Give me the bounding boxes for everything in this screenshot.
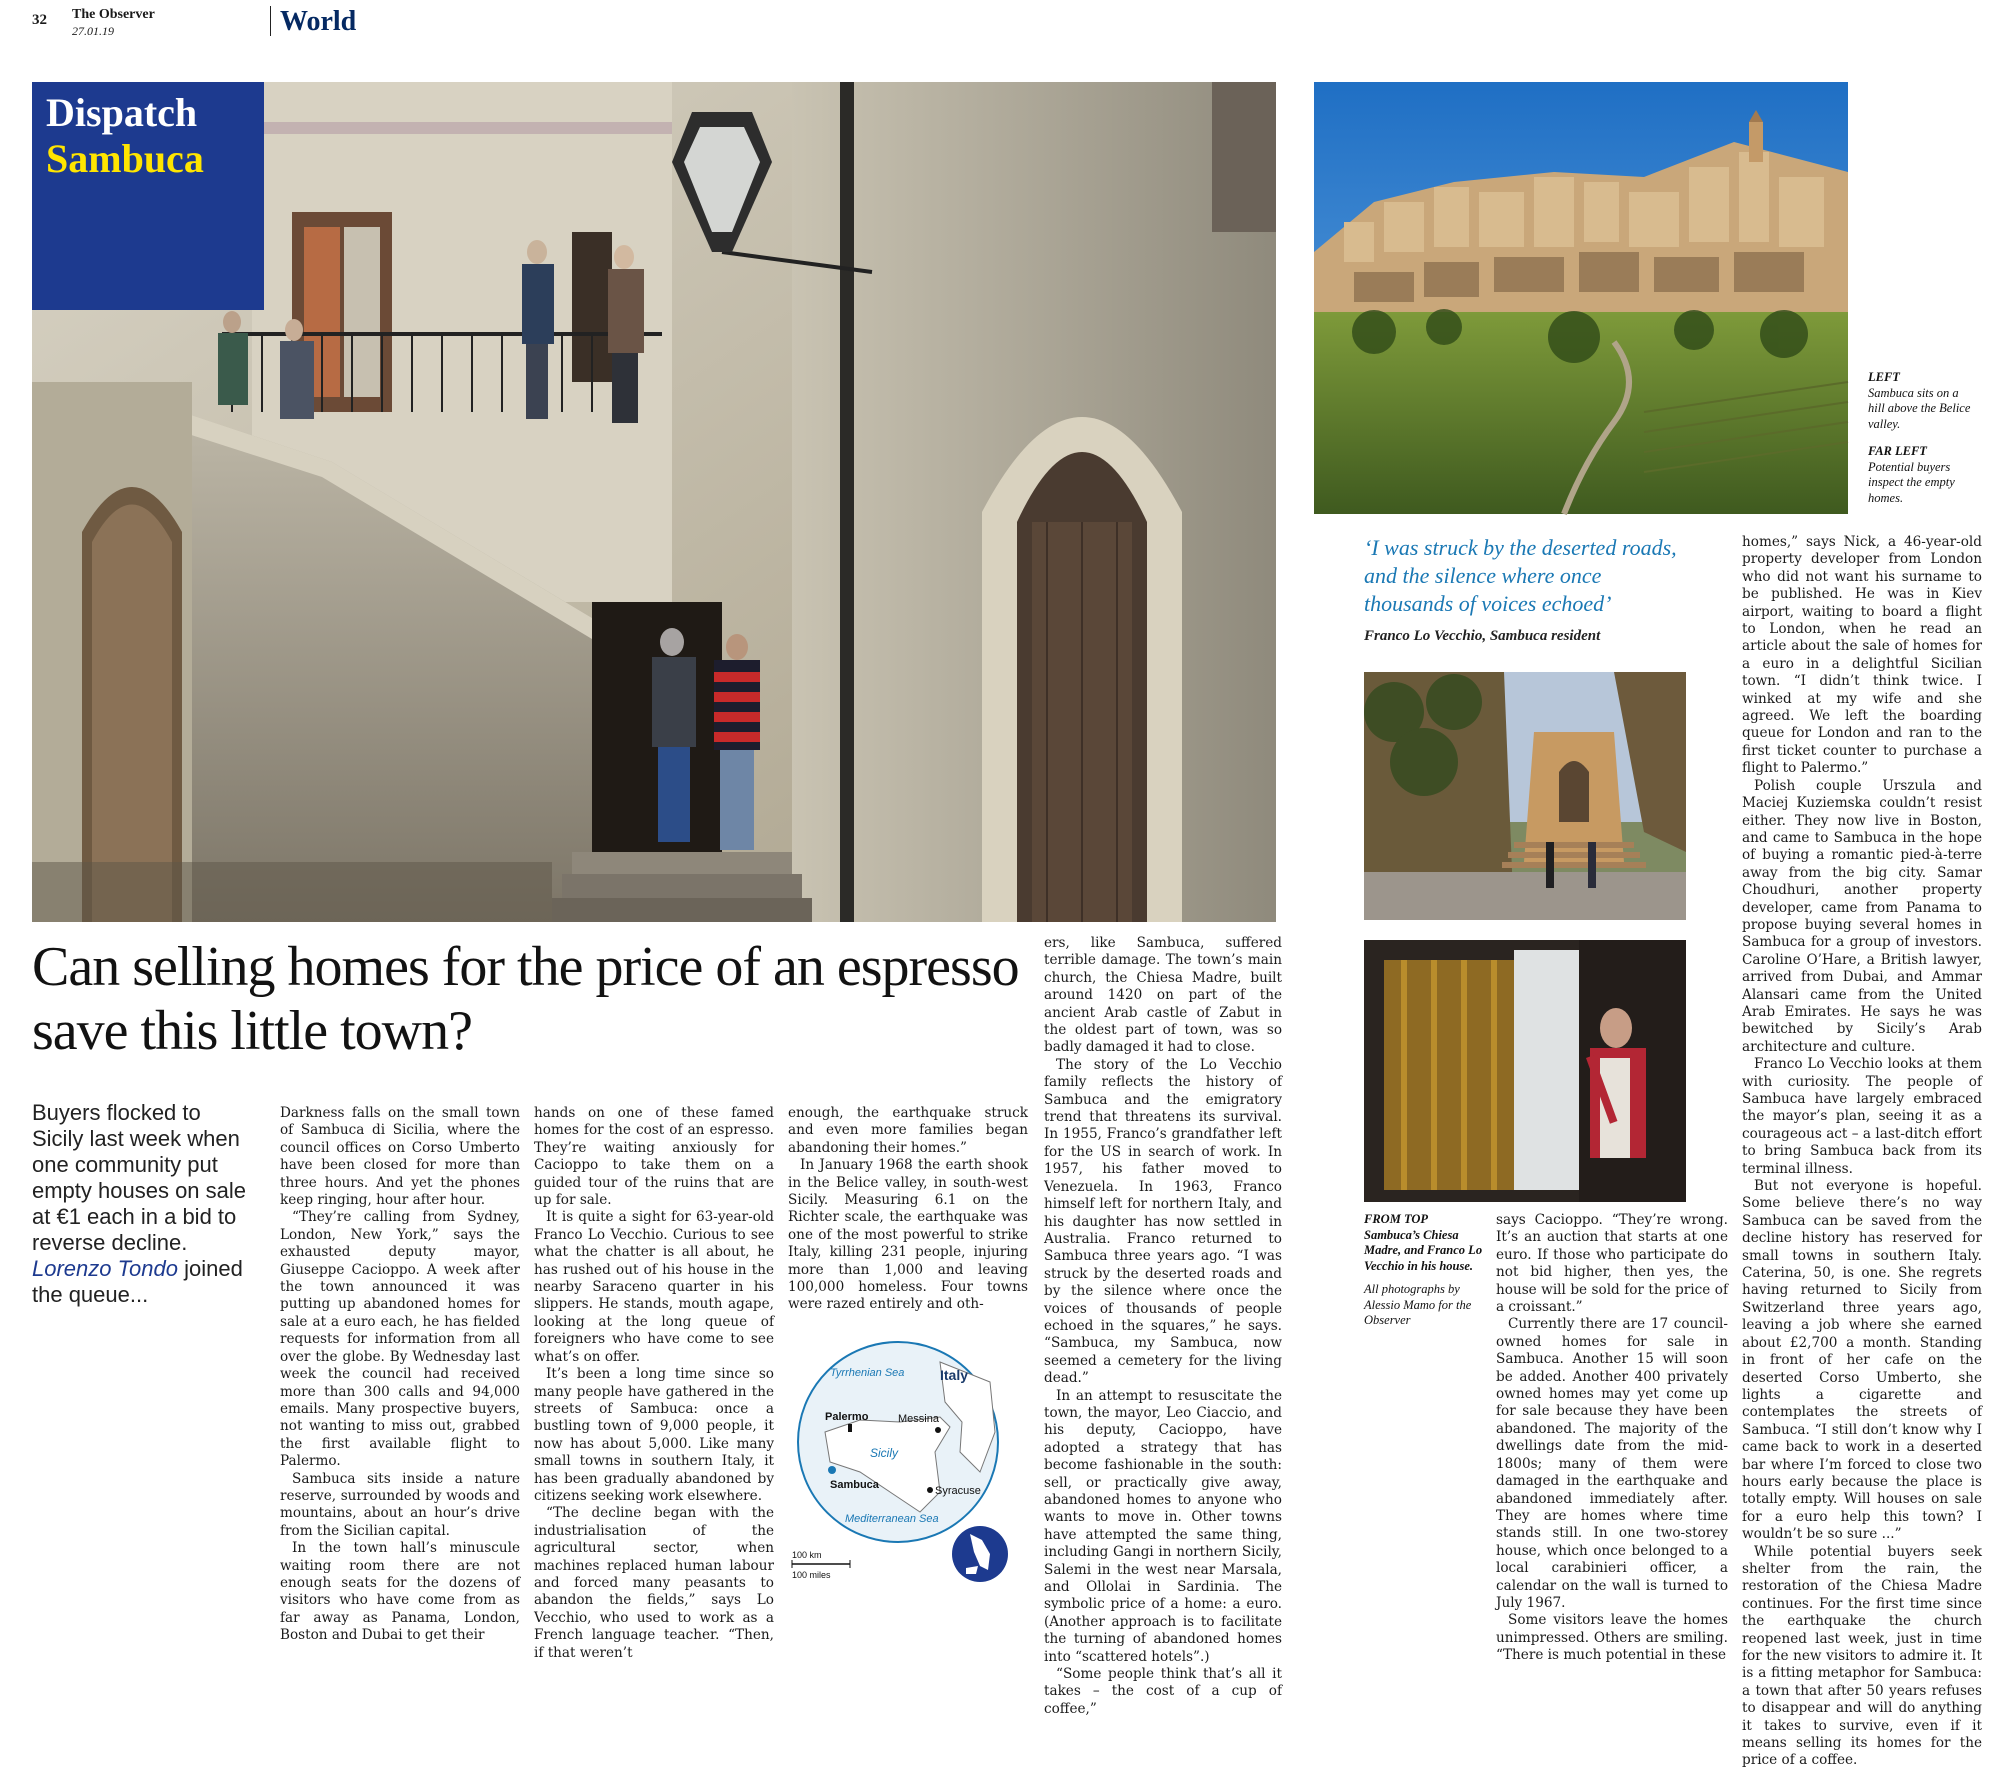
pull-quote: ‘I was struck by the deserted roads, and the silence where once thousands of voices echoed’ bbox=[1364, 535, 1677, 616]
caption-left-text: Sambuca sits on a hill above the Belice valley. bbox=[1868, 385, 1971, 431]
caption-left-far-left bbox=[1868, 370, 1978, 506]
paper-name: The Observer bbox=[72, 7, 155, 22]
caption-far-left-text: Potential buyers inspect the empty homes. bbox=[1868, 459, 1955, 505]
map-label-tyrrhenian-sea: Tyrrhenian Sea bbox=[830, 1367, 905, 1379]
map-label-sicily: Sicily bbox=[870, 1446, 899, 1460]
body-column-3 bbox=[788, 1105, 1028, 1317]
page-number: 32 bbox=[32, 12, 47, 28]
paragraph: Currently there are 17 council-owned homes for sale in Sambuca. Another 15 will soon be added. Another 400 privately owned homes may yet come up for sale because they have been abandoned. The majority of the dwellings date from the mid-1800s; many of them were damaged in the earthquake and abandoned immediately after. They are homes where time stands still. In one two-storey house, which once belonged to a local carabinieri officer, a calendar on the wall is turned to July 1967. bbox=[1496, 1316, 1728, 1611]
standfirst-text: Buyers flocked to Sicily last week when one community put empty houses on sale at €1 each in a bid to reverse decline. bbox=[32, 1100, 247, 1255]
paragraph: “They’re calling from Sydney, London, New York,” says the exhausted deputy mayor, Giuseppe Cacioppo. A week after the town announced it was putting up abandoned homes for sale at a euro each, he has fielded requests for information from all over the globe. By Wednesday last week the council had received more than 300 calls and 94,000 emails. Many prospective buyers, not wanting to miss out, grabbed the first available flight to Palermo. bbox=[280, 1209, 520, 1470]
paragraph: It is quite a sight for 63-year-old Franco Lo Vecchio. Curious to see what the chatter is all about, he has rushed out of his house in the nearby Saraceno quarter in his slippers. He stands, mouth agape, looking at the long queue of foreigners who have come to see what’s on offer. bbox=[534, 1209, 774, 1365]
paragraph: ers, like Sambuca, suffered terrible damage. The town’s main church, the Chiesa Madre, built around 1420 on part of the ancient Arab castle of Zabut in the oldest part of town, was so badly damaged it had to close. bbox=[1044, 935, 1282, 1056]
dispatch-label: Dispatch bbox=[46, 90, 198, 135]
paragraph: Sambuca sits inside a nature reserve, surrounded by woods and mountains, about an hour’s drive from the Sicilian capital. bbox=[280, 1470, 520, 1539]
paragraph: “The decline began with the industrialisation of the agricultural sector, when machines replaced human labour and forced many peasants to abandon the fields,” says Lo Vecchio, who used to work as a French language teacher. “Then, if that weren’t bbox=[534, 1505, 774, 1661]
paragraph: Some visitors leave the homes unimpressed. Others are smiling. “There is much potential in these bbox=[1496, 1612, 1728, 1664]
caption-left-label: LEFT bbox=[1868, 370, 1900, 384]
photo-credit: All photographs by Alessio Mamo for the Observer bbox=[1364, 1282, 1472, 1327]
map-label-messina: Messina bbox=[898, 1413, 939, 1425]
body-column-6 bbox=[1742, 534, 1982, 1769]
caption-from-top-label: FROM TOP bbox=[1364, 1212, 1429, 1226]
paragraph: says Cacioppo. “They’re wrong. It’s an auction that starts at one euro. If those who participate do not bid higher, then yes, the house will be sold for the price of a croissant.” bbox=[1496, 1212, 1728, 1316]
pull-quote-credit: Franco Lo Vecchio, Sambuca resident bbox=[1364, 628, 1601, 644]
body-column-1 bbox=[280, 1105, 520, 1644]
paragraph: The story of the Lo Vecchio family reflects the history of Sambuca and the emigratory trend that threatens its survival. In 1955, Franco’s grandfather left for the US in search of work. In 1957, his father moved to Venezuela. In 1963, Franco himself left for northern Italy, and his daughter has now settled in Australia. Franco returned to Sambuca three years ago. “I was struck by the deserted roads and by the silence where once the voices of thousands of people echoed in the squares,” he says. “Sambuca, my Sambuca, now seemed a cemetery for the living dead.” bbox=[1044, 1056, 1282, 1387]
paragraph: homes,” says Nick, a 46-year-old property developer from London who did not want his surname to be published. He was in Kiev airport, waiting to board a flight to London, when he read an article about the sale of homes for a euro in a delightful Sicilian town. “I didn’t think twice. I winked at my wife and she agreed. We left the boarding queue for London and ran to the first ticket counter to purchase a flight to Palermo.” bbox=[1742, 534, 1982, 777]
body-column-2 bbox=[534, 1105, 774, 1661]
paragraph: Polish couple Urszula and Maciej Kuziemska couldn’t resist either. They now live in Boston, and came to Sambuca in the hope of buying a romantic pied-à-terre away from the big city. Samar Choudhuri, another property developer, came from Panama to propose buying several homes in Sambuca for a group of investors. Caroline O’Hare, a British lawyer, arrived from Dubai, and Ammar Alansari came from the United Arab Emirates. He says he was bewitched by Sicily’s Arab architecture and culture. bbox=[1742, 777, 1982, 1055]
map-label-syracuse: Syracuse bbox=[935, 1485, 981, 1497]
paragraph: hands on one of these famed homes for the cost of an espresso. They’re waiting anxiously for Cacioppo to take them on a guided tour of the ruins that are up for sale. bbox=[534, 1105, 774, 1209]
headline: Can selling homes for the price of an espresso save this little town? bbox=[32, 936, 1019, 1062]
caption-from-top-text: Sambuca’s Chiesa Madre, and Franco Lo Vecchio in his house. bbox=[1364, 1227, 1483, 1273]
caption-far-left-label: FAR LEFT bbox=[1868, 444, 1927, 458]
map-label-mediterranean-sea: Mediterranean Sea bbox=[845, 1513, 939, 1525]
map-label-palermo: Palermo bbox=[825, 1411, 869, 1423]
paragraph: enough, the earthquake struck and even more families began abandoning their homes.” bbox=[788, 1105, 1028, 1156]
dispatch-location: Sambuca bbox=[46, 136, 204, 181]
photo-town-on-hill bbox=[1314, 82, 1848, 514]
photo-chiesa-madre bbox=[1364, 672, 1686, 920]
paragraph: Darkness falls on the small town of Sambuca di Sicilia, where the council offices on Corso Umberto have been closed for more than three hours. And yet the phones keep ringing, hour after hour. bbox=[280, 1105, 520, 1209]
masthead-divider bbox=[270, 6, 271, 36]
photo-franco-lo-vecchio bbox=[1364, 940, 1686, 1202]
paragraph: In January 1968 the earth shook in the Belice valley, in south-west Sicily. Measuring 6.1 on the Richter scale, the earthquake was one of the most powerful to strike Italy, killing 231 people, injuring more than 1,000 and leaving 100,000 homeless. Four towns were razed entirely and oth- bbox=[788, 1157, 1028, 1313]
body-column-5 bbox=[1496, 1212, 1728, 1664]
paragraph: It’s been a long time since so many people have gathered in the streets of Sambuca: once a bustling town of 9,000 people, it now has about 5,000. Like many small towns in southern Italy, it has been gradually abandoned by citizens seeking work elsewhere. bbox=[534, 1366, 774, 1504]
body-column-4 bbox=[1044, 935, 1282, 1717]
standfirst bbox=[32, 1100, 250, 1308]
map-scale-miles: 100 miles bbox=[792, 1570, 831, 1580]
caption-from-top bbox=[1364, 1212, 1484, 1329]
paragraph: In the town hall’s minuscule waiting room there are not enough seats for the dozens of visitors who have come from as far away as Panama, London, Boston and Dubai to get their bbox=[280, 1540, 520, 1644]
standfirst-tail: joined the queue... bbox=[32, 1256, 243, 1307]
paragraph: “Some people think that’s all it takes – the cost of a cup of coffee,” bbox=[1044, 1666, 1282, 1717]
byline-author: Lorenzo Tondo bbox=[32, 1256, 178, 1281]
section-title: World bbox=[280, 6, 357, 37]
paragraph: In an attempt to resuscitate the town, the mayor, Leo Ciaccio, and his deputy, Cacioppo, have adopted a strategy that has become fashionable in the south: sell, or practically give away, abandoned homes to anyone who wants to move in. Other towns have attempted the same thing, including Gangi in northern Sicily, Salemi in the west near Marsala, and Ollolai in Sardinia. The symbolic price of a home: a euro. (Another approach is to facilitate the turning of abandoned homes into “scattered hotels”.) bbox=[1044, 1387, 1282, 1665]
map-label-sambuca: Sambuca bbox=[830, 1479, 879, 1491]
paragraph: Franco Lo Vecchio looks at them with curiosity. The people of Sambuca have largely embraced the mayor’s plan, seeing it as a courageous act – a last-ditch effort to bring Sambuca back from its terminal illness. bbox=[1742, 1056, 1982, 1177]
paragraph: But not everyone is hopeful. Some believe there’s no way Sambuca can be saved from the decline history has reserved for small towns in southern Italy. Caterina, 50, is one. She regrets having returned to Sicily from Switzerland three years ago, leaving a job where she earned about £2,700 a month. Standing in front of her cafe on the deserted Corso Umberto, she lights a cigarette and contemplates the streets of Sambuca. “I still don’t know why I came back to work in a deserted bar where I’m forced to close two hours early because the place is totally empty. Will houses on sale for a euro help this town? I wouldn’t be so sure ...” bbox=[1742, 1178, 1982, 1543]
dispatch-badge bbox=[32, 82, 264, 310]
issue-date: 27.01.19 bbox=[72, 24, 114, 38]
map-scale-km: 100 km bbox=[792, 1550, 822, 1560]
locator-map-sicily bbox=[790, 1322, 1012, 1587]
map-label-italy: Italy bbox=[940, 1367, 969, 1383]
paragraph: While potential buyers seek shelter from the rain, the restoration of the Chiesa Madre continues. For the first time since the earthquake the church reopened last week, just in time for the new visitors to admire it. It is a fitting metaphor for Sambuca: a town that after 50 years refuses to disappear and will do anything it takes to survive, even if it means selling its homes for the price of a coffee. bbox=[1742, 1543, 1982, 1769]
